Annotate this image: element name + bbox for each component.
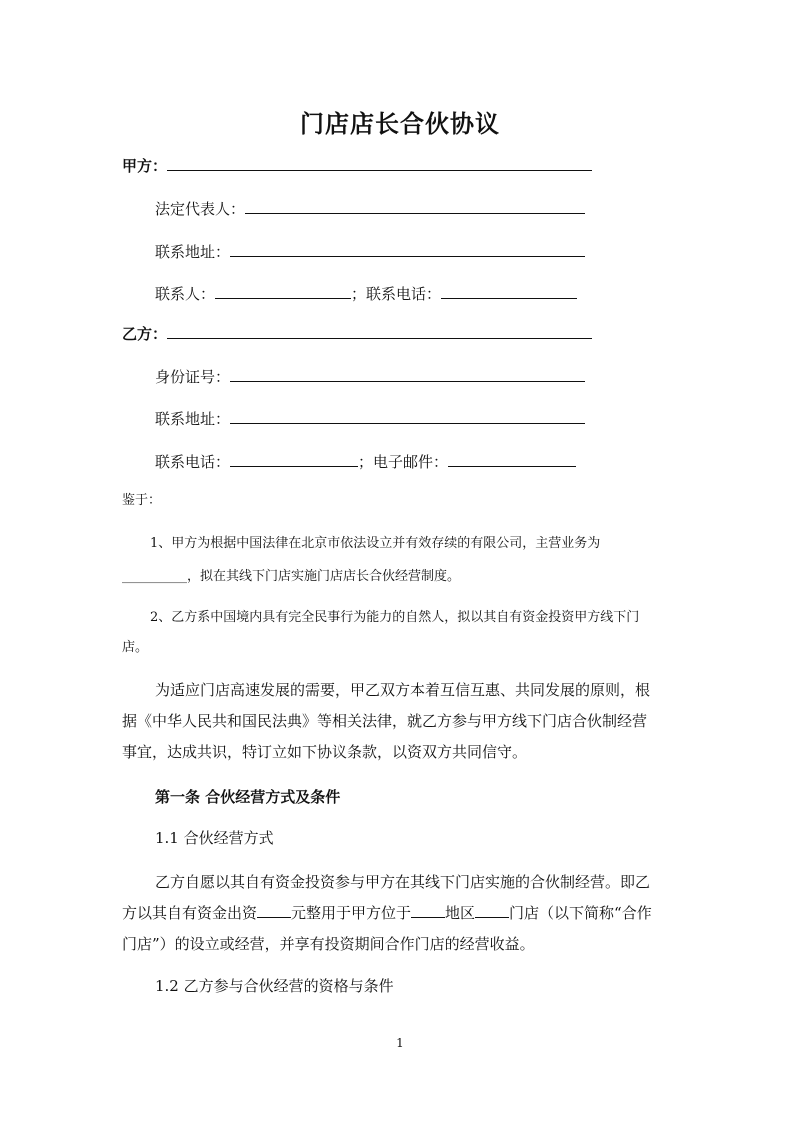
- party-b-phone-line: [155, 452, 576, 472]
- party-a-phone-label: 联系电话：: [366, 285, 442, 303]
- article1-title: 第一条 合伙经营方式及条件: [155, 788, 341, 806]
- party-a-contact-label: 联系人：: [155, 285, 216, 303]
- section-1-1-title: 1.1 合伙经营方式: [155, 829, 274, 847]
- clause2-line2: 店。: [122, 640, 149, 655]
- party-a-contact-line: [155, 284, 577, 304]
- party-b-blank[interactable]: [167, 324, 592, 339]
- clause2-line1: 2、乙方系中国境内具有完全民事行为能力的自然人，拟以其自有资金投资甲方线下门: [150, 610, 640, 625]
- clause1-line2: [122, 567, 460, 587]
- business-blank[interactable]: __________: [122, 569, 187, 584]
- p111-line1: 乙方自愿以其自有资金投资参与甲方在其线下门店实施的合伙制经营。即乙: [155, 873, 651, 891]
- party-b-id-blank[interactable]: [230, 367, 585, 382]
- party-a-address-label: 联系地址：: [155, 243, 231, 261]
- section-1-2-title: 1.2 乙方参与合伙经营的资格与条件: [155, 977, 394, 995]
- party-a-contact-blank[interactable]: [215, 284, 351, 299]
- party-b-id-line: [155, 367, 585, 387]
- clause1-line2-text: ，拟在其线下门店实施门店店长合伙经营制度。: [187, 569, 461, 584]
- p111-line2-b: 元整用于甲方位于: [291, 904, 412, 922]
- party-a-sep: ；: [351, 285, 367, 303]
- party-b-phone-label: 联系电话：: [155, 453, 231, 471]
- intro-line1: 为适应门店高速发展的需要，甲乙双方本着互信互惠、共同发展的原则，根: [155, 681, 651, 699]
- party-a-line: [122, 156, 592, 176]
- party-b-email-blank[interactable]: [448, 452, 576, 467]
- party-a-label: 甲方：: [122, 157, 168, 175]
- party-b-email-label: 电子邮件：: [373, 453, 449, 471]
- party-a-rep-line: [155, 199, 585, 219]
- party-b-phone-blank[interactable]: [230, 452, 358, 467]
- location-blank[interactable]: [411, 903, 445, 918]
- party-a-address-line: [155, 242, 585, 262]
- whereas-label: 鉴于：: [122, 493, 162, 508]
- intro-line3: 事宜，达成共识，特订立如下协议条款，以资双方共同信守。: [122, 743, 528, 761]
- intro-line2: 据《中华人民共和国民法典》等相关法律，就乙方参与甲方线下门店合伙制经营: [122, 712, 648, 730]
- p111-line3: 门店”）的设立或经营，并享有投资期间合作门店的经营收益。: [122, 935, 535, 953]
- p111-line2-c: 地区: [445, 904, 476, 922]
- p111-line2: [122, 903, 652, 923]
- amount-blank[interactable]: [257, 903, 291, 918]
- party-a-address-blank[interactable]: [230, 242, 585, 257]
- party-a-rep-label: 法定代表人：: [155, 200, 246, 218]
- document-title: 门店店长合伙协议: [300, 109, 500, 138]
- party-b-id-label: 身份证号：: [155, 368, 231, 386]
- party-b-label: 乙方：: [122, 325, 168, 343]
- party-a-blank[interactable]: [167, 156, 592, 171]
- party-b-line: [122, 324, 592, 344]
- party-a-phone-blank[interactable]: [441, 284, 577, 299]
- page-number: 1: [396, 1036, 404, 1050]
- store-blank[interactable]: [475, 903, 509, 918]
- party-b-sep: ；: [358, 453, 374, 471]
- clause1-line1: 1、甲方为根据中国法律在北京市依法设立并有效存续的有限公司，主营业务为: [150, 536, 601, 551]
- party-b-address-line: [155, 409, 585, 429]
- party-b-address-label: 联系地址：: [155, 410, 231, 428]
- p111-line2-a: 方以其自有资金出资: [122, 904, 258, 922]
- p111-line2-d: 门店（以下简称“合作: [509, 904, 652, 922]
- party-a-rep-blank[interactable]: [245, 199, 585, 214]
- party-b-address-blank[interactable]: [230, 409, 585, 424]
